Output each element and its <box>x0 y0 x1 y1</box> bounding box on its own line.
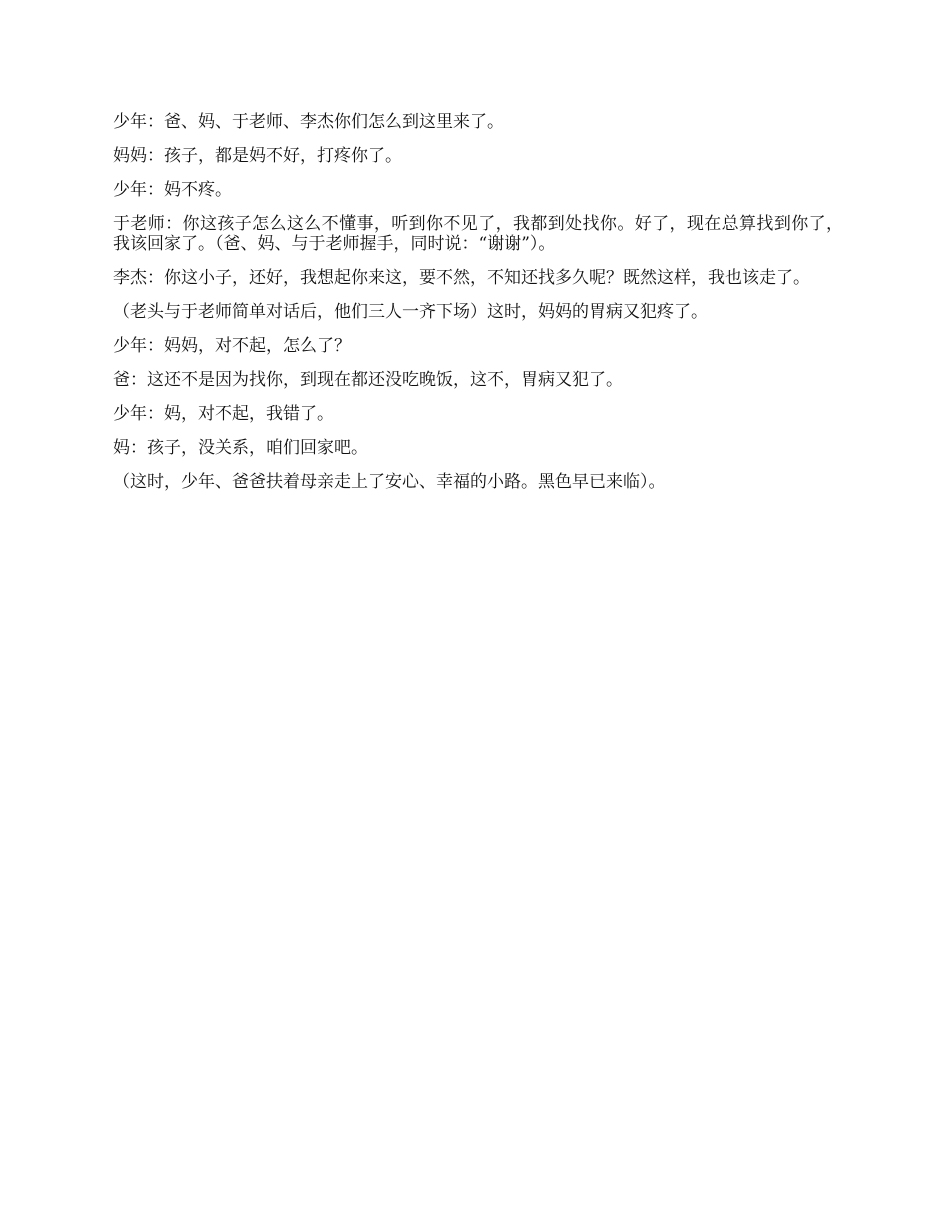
dialogue-line: 李杰：你这小子，还好，我想起你来这，要不然，不知还找多久呢？既然这样，我也该走了。 <box>113 268 810 288</box>
stage-direction: （这时，少年、爸爸扶着母亲走上了安心、幸福的小路。黑色早已来临）。 <box>113 472 666 492</box>
dialogue-line: 妈妈：孩子，都是妈不好，打疼你了。 <box>113 146 402 166</box>
dialogue-line: 少年：爸、妈、于老师、李杰你们怎么到这里来了。 <box>113 112 504 132</box>
dialogue-line: 妈：孩子，没关系，咱们回家吧。 <box>113 438 368 458</box>
dialogue-line: 于老师：你这孩子怎么这么不懂事，听到你不见了，我都到处找你。好了，现在总算找到你了，我该回家了。（爸、妈、与于老师握手，同时说：“谢谢”）。 <box>113 214 843 254</box>
dialogue-line: 少年：妈，对不起，我错了。 <box>113 404 334 424</box>
dialogue-line: 爸：这还不是因为找你，到现在都还没吃晚饭，这不，胃病又犯了。 <box>113 370 623 390</box>
stage-direction: （老头与于老师简单对话后，他们三人一齐下场）这时，妈妈的胃病又犯疼了。 <box>113 302 708 322</box>
dialogue-line: 少年：妈妈，对不起，怎么了？ <box>113 336 351 356</box>
document-body <box>113 112 843 506</box>
dialogue-line: 少年：妈不疼。 <box>113 180 232 200</box>
